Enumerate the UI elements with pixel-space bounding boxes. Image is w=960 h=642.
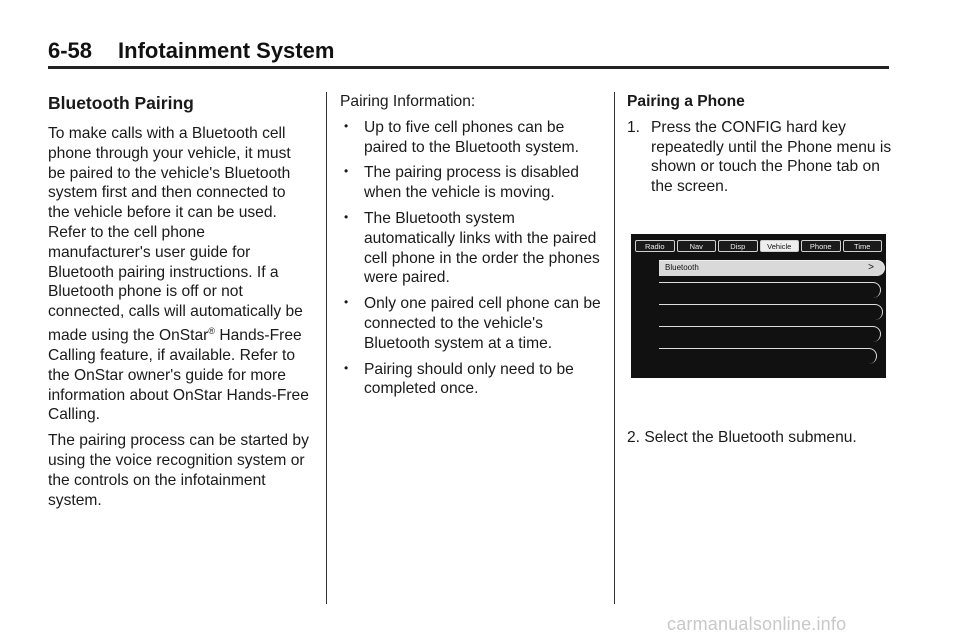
menu-row-empty bbox=[659, 304, 883, 320]
header-rule bbox=[48, 66, 889, 69]
list-item: • Only one paired cell phone can be connected to the vehicle's Bluetooth system at a time. bbox=[344, 295, 601, 352]
bullet-icon: • bbox=[344, 164, 349, 179]
menu-row-empty bbox=[659, 282, 881, 298]
pairing-info-list bbox=[340, 118, 602, 399]
column-3 bbox=[627, 92, 897, 197]
list-item: • The Bluetooth system automatically links with the paired cell phone in the order the phones were paired. bbox=[344, 209, 600, 287]
menu-row-empty bbox=[659, 326, 881, 342]
page-number: 6-58 bbox=[48, 38, 93, 63]
bullet-icon: • bbox=[344, 360, 349, 375]
bullet-icon: • bbox=[344, 295, 349, 310]
heading-pairing-a-phone: Pairing a Phone bbox=[627, 93, 745, 110]
screen-tab-bar bbox=[635, 240, 882, 253]
tab-nav: Nav bbox=[677, 240, 717, 252]
step-1: 1. Press the CONFIG hard key repeatedly until the Phone menu is shown or touch the Phone tab on the screen. bbox=[627, 118, 892, 196]
list-item: • The pairing process is disabled when the vehicle is moving. bbox=[344, 164, 579, 202]
list-item: • Pairing should only need to be completed once. bbox=[344, 360, 574, 398]
tab-phone: Phone bbox=[801, 240, 841, 252]
tab-radio: Radio bbox=[635, 240, 675, 252]
step-2: 2. Select the Bluetooth submenu. bbox=[627, 429, 857, 446]
menu-item-bluetooth: Bluetooth > bbox=[659, 260, 885, 276]
menu-row-empty bbox=[659, 348, 877, 364]
section-title: Infotainment System bbox=[118, 38, 335, 63]
chevron-right-icon: > bbox=[868, 262, 874, 273]
registered-mark: ® bbox=[208, 325, 216, 336]
column-2 bbox=[340, 92, 602, 405]
watermark: carmanualsonline.info bbox=[667, 614, 847, 634]
page-header bbox=[48, 38, 334, 64]
column-divider bbox=[326, 92, 327, 604]
bullet-icon: • bbox=[344, 118, 349, 133]
tab-disp: Disp bbox=[718, 240, 758, 252]
tab-vehicle: Vehicle bbox=[760, 240, 800, 252]
paragraph: To make calls with a Bluetooth cell phone through your vehicle, it must be paired to the vehicle's Bluetooth system first and then connected to the vehicle before it can be used. Refer to the cell phone manufacturer's user guide for Bluetooth pairing instructions. If a Bluetooth phone is off or not connected, calls will automatically be made using the OnStar® Hands-Free Calling feature, if available. Refer to the OnStar owner's guide for more information about OnStar Hands-Free Calling. bbox=[48, 125, 309, 424]
tab-time: Time bbox=[843, 240, 883, 252]
paragraph: The pairing process can be started by using the voice recognition system or the controls on the infotainment system. bbox=[48, 432, 309, 509]
list-item: • Up to five cell phones can be paired to the Bluetooth system. bbox=[344, 118, 579, 156]
bullet-icon: • bbox=[344, 209, 349, 224]
column-divider bbox=[614, 92, 615, 604]
infotainment-screen-image bbox=[631, 234, 886, 378]
column-1 bbox=[48, 92, 310, 516]
steps-list bbox=[627, 118, 897, 197]
heading-bluetooth-pairing: Bluetooth Pairing bbox=[48, 93, 194, 113]
pairing-info-label: Pairing Information: bbox=[340, 93, 476, 110]
